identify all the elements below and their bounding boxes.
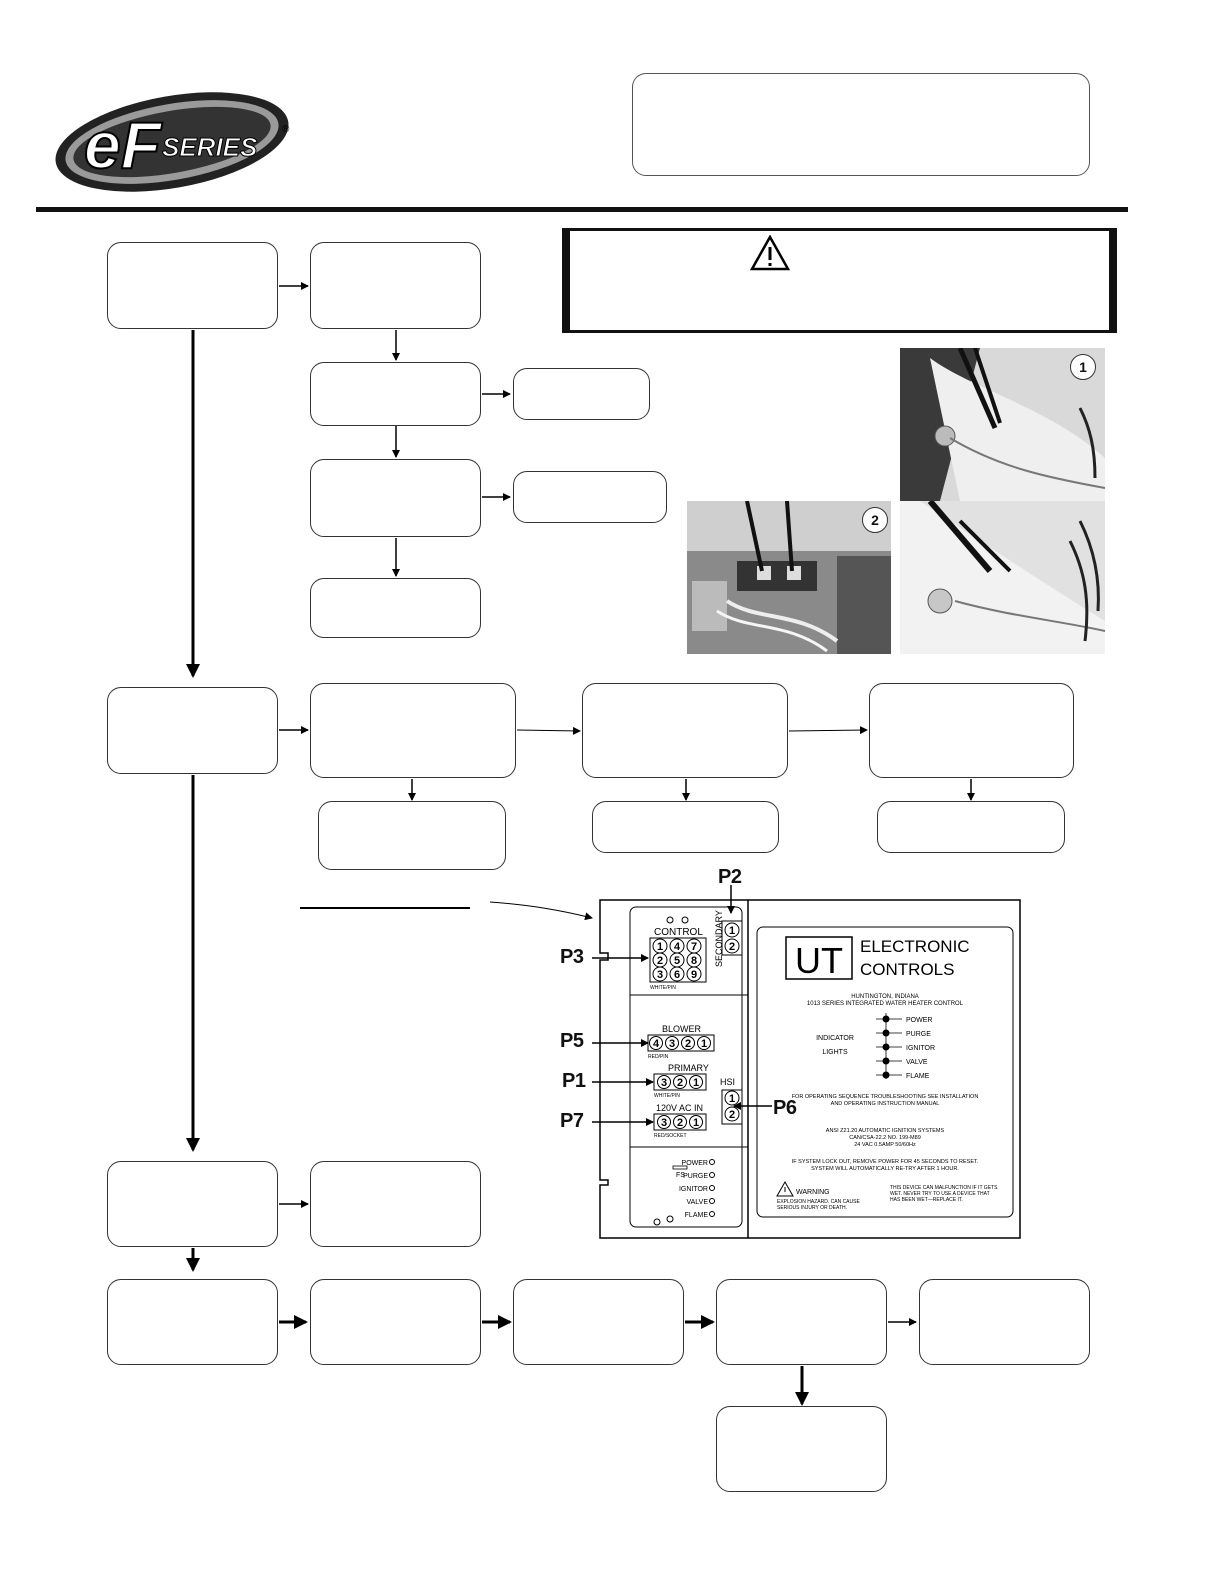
svg-text:EXPLOSION HAZARD. CAN CAUSE: EXPLOSION HAZARD. CAN CAUSE <box>777 1199 860 1205</box>
svg-text:1: 1 <box>656 941 664 953</box>
svg-text:VALVE: VALVE <box>686 1199 708 1206</box>
svg-text:CAN/CSA-22.2 NO. 199-M89: CAN/CSA-22.2 NO. 199-M89 <box>849 1135 921 1141</box>
svg-text:FLAME: FLAME <box>906 1073 930 1080</box>
svg-text:4: 4 <box>673 941 681 953</box>
flow-box-final-3 <box>513 1279 684 1365</box>
svg-text:1: 1 <box>692 1077 700 1089</box>
svg-text:WARNING: WARNING <box>796 1189 830 1196</box>
svg-text:RED/PIN: RED/PIN <box>648 1054 669 1060</box>
photo-probe-test-1b <box>900 501 1105 654</box>
svg-text:2: 2 <box>728 941 736 953</box>
svg-text:HAS BEEN WET—REPLACE IT.: HAS BEEN WET—REPLACE IT. <box>890 1197 963 1203</box>
flow-box-step-3 <box>310 459 481 537</box>
flow-box-test-c-result <box>877 801 1065 853</box>
flow-box-final-1 <box>107 1279 278 1365</box>
flow-box-start <box>107 242 278 329</box>
svg-text:UT: UT <box>795 940 843 981</box>
flow-box-step-1 <box>310 242 481 329</box>
svg-text:CONTROLS: CONTROLS <box>860 960 955 979</box>
svg-text:3: 3 <box>668 1038 676 1050</box>
flow-box-test-a <box>310 683 516 778</box>
svg-text:6: 6 <box>673 969 681 981</box>
svg-text:eF: eF <box>84 108 162 182</box>
photo-probe-test-1 <box>900 348 1105 501</box>
svg-text:LIGHTS: LIGHTS <box>822 1049 848 1056</box>
callout-p5: P5 <box>560 1030 584 1052</box>
flow-box-test-a-result <box>318 801 506 870</box>
svg-text:SECONDARY: SECONDARY <box>714 910 724 967</box>
svg-text:HUNTINGTON, INDIANA: HUNTINGTON, INDIANA <box>851 994 919 1000</box>
svg-text:SYSTEM WILL AUTOMATICALLY RE-T: SYSTEM WILL AUTOMATICALLY RE-TRY AFTER 1 HOUR. <box>811 1166 959 1172</box>
svg-text:2: 2 <box>684 1038 692 1050</box>
svg-text:9: 9 <box>690 969 698 981</box>
svg-text:1013 SERIES INTEGRATED WATER H: 1013 SERIES INTEGRATED WATER HEATER CONTROL <box>806 1001 964 1007</box>
flow-box-step-3-result <box>513 471 667 523</box>
flow-box-test-b <box>582 683 788 778</box>
flow-box-check-2 <box>107 687 278 774</box>
board-warning-triangle-icon <box>777 1182 793 1196</box>
flow-box-final-5 <box>919 1279 1090 1365</box>
svg-text:WHITE/PIN: WHITE/PIN <box>650 985 676 991</box>
svg-text:POWER: POWER <box>906 1017 933 1024</box>
flow-box-step-2 <box>310 362 481 426</box>
svg-text:1: 1 <box>692 1117 700 1129</box>
callout-p6: P6 <box>773 1097 797 1119</box>
svg-text:2: 2 <box>676 1117 684 1129</box>
control-board-diagram <box>560 885 1030 1245</box>
flow-box-step-4 <box>310 578 481 638</box>
callout-p3: P3 <box>560 946 584 968</box>
svg-text:FLAME: FLAME <box>684 1212 708 1219</box>
svg-text:PURGE: PURGE <box>683 1173 708 1180</box>
svg-text:WHITE/PIN: WHITE/PIN <box>654 1093 680 1099</box>
svg-text:PRIMARY: PRIMARY <box>668 1063 709 1073</box>
svg-text:®: ® <box>282 124 290 135</box>
svg-text:2: 2 <box>676 1077 684 1089</box>
callout-p1: P1 <box>562 1070 586 1092</box>
svg-text:5: 5 <box>673 955 681 967</box>
svg-text:THIS DEVICE CAN MALFUNCTION IF: THIS DEVICE CAN MALFUNCTION IF IT GETS <box>890 1185 998 1191</box>
svg-text:120V AC IN: 120V AC IN <box>656 1103 704 1113</box>
svg-text:SERIES: SERIES <box>162 132 258 162</box>
svg-text:ANSI Z21.20 AUTOMATIC IGNITION: ANSI Z21.20 AUTOMATIC IGNITION SYSTEMS <box>825 1128 945 1134</box>
svg-text:PURGE: PURGE <box>906 1031 931 1038</box>
svg-text:HSI: HSI <box>720 1077 736 1087</box>
svg-text:3: 3 <box>656 969 664 981</box>
svg-text:2: 2 <box>656 955 664 967</box>
svg-text:2: 2 <box>728 1109 736 1121</box>
svg-text:AND OPERATING INSTRUCTION MANU: AND OPERATING INSTRUCTION MANUAL <box>830 1101 940 1107</box>
svg-text:8: 8 <box>690 955 698 967</box>
svg-text:FOR OPERATING SEQUENCE TROUBLE: FOR OPERATING SEQUENCE TROUBLESHOOTING SEE INSTALLATION <box>791 1094 979 1100</box>
svg-text:IGNITOR: IGNITOR <box>678 1186 708 1193</box>
svg-text:CONTROL: CONTROL <box>654 927 703 938</box>
flow-box-check-3-result <box>310 1161 481 1247</box>
svg-text:IGNITOR: IGNITOR <box>906 1045 936 1052</box>
svg-text:FS: FS <box>676 1172 685 1179</box>
svg-text:7: 7 <box>690 941 698 953</box>
flow-box-final-4 <box>716 1279 887 1365</box>
svg-text:1: 1 <box>700 1038 708 1050</box>
svg-text:4: 4 <box>652 1038 660 1050</box>
flow-box-step-2-result <box>513 368 650 420</box>
svg-text:1: 1 <box>728 925 736 937</box>
svg-text:RED/SOCKET: RED/SOCKET <box>654 1133 687 1139</box>
photo-badge-1: 1 <box>1070 354 1096 380</box>
flow-box-final-2 <box>310 1279 481 1365</box>
svg-text:INDICATOR: INDICATOR <box>816 1035 854 1042</box>
svg-text:24 VAC 0.5AMP 50/60Hz: 24 VAC 0.5AMP 50/60Hz <box>854 1142 916 1148</box>
svg-text:VALVE: VALVE <box>906 1059 928 1066</box>
svg-text:POWER: POWER <box>681 1160 708 1167</box>
svg-text:SERIOUS INJURY OR DEATH.: SERIOUS INJURY OR DEATH. <box>777 1205 848 1211</box>
svg-text:3: 3 <box>660 1077 668 1089</box>
flow-box-final-4-result <box>716 1406 887 1492</box>
photo-badge-2: 2 <box>862 507 888 533</box>
callout-p7: P7 <box>560 1110 584 1132</box>
svg-text:IF SYSTEM LOCK OUT, REMOVE POW: IF SYSTEM LOCK OUT, REMOVE POWER FOR 45 SECONDS TO RESET. <box>791 1159 979 1165</box>
flow-box-test-c <box>869 683 1074 778</box>
svg-text:WET. NEVER TRY TO USE A DEVICE: WET. NEVER TRY TO USE A DEVICE THAT <box>890 1191 990 1197</box>
svg-text:3: 3 <box>660 1117 668 1129</box>
photo-probe-test-2 <box>687 501 891 654</box>
flow-box-check-3 <box>107 1161 278 1247</box>
callout-p2: P2 <box>718 866 742 888</box>
flow-box-test-b-result <box>592 801 779 853</box>
svg-text:BLOWER: BLOWER <box>662 1024 702 1034</box>
svg-text:1: 1 <box>728 1093 736 1105</box>
svg-text:ELECTRONIC: ELECTRONIC <box>860 937 970 956</box>
